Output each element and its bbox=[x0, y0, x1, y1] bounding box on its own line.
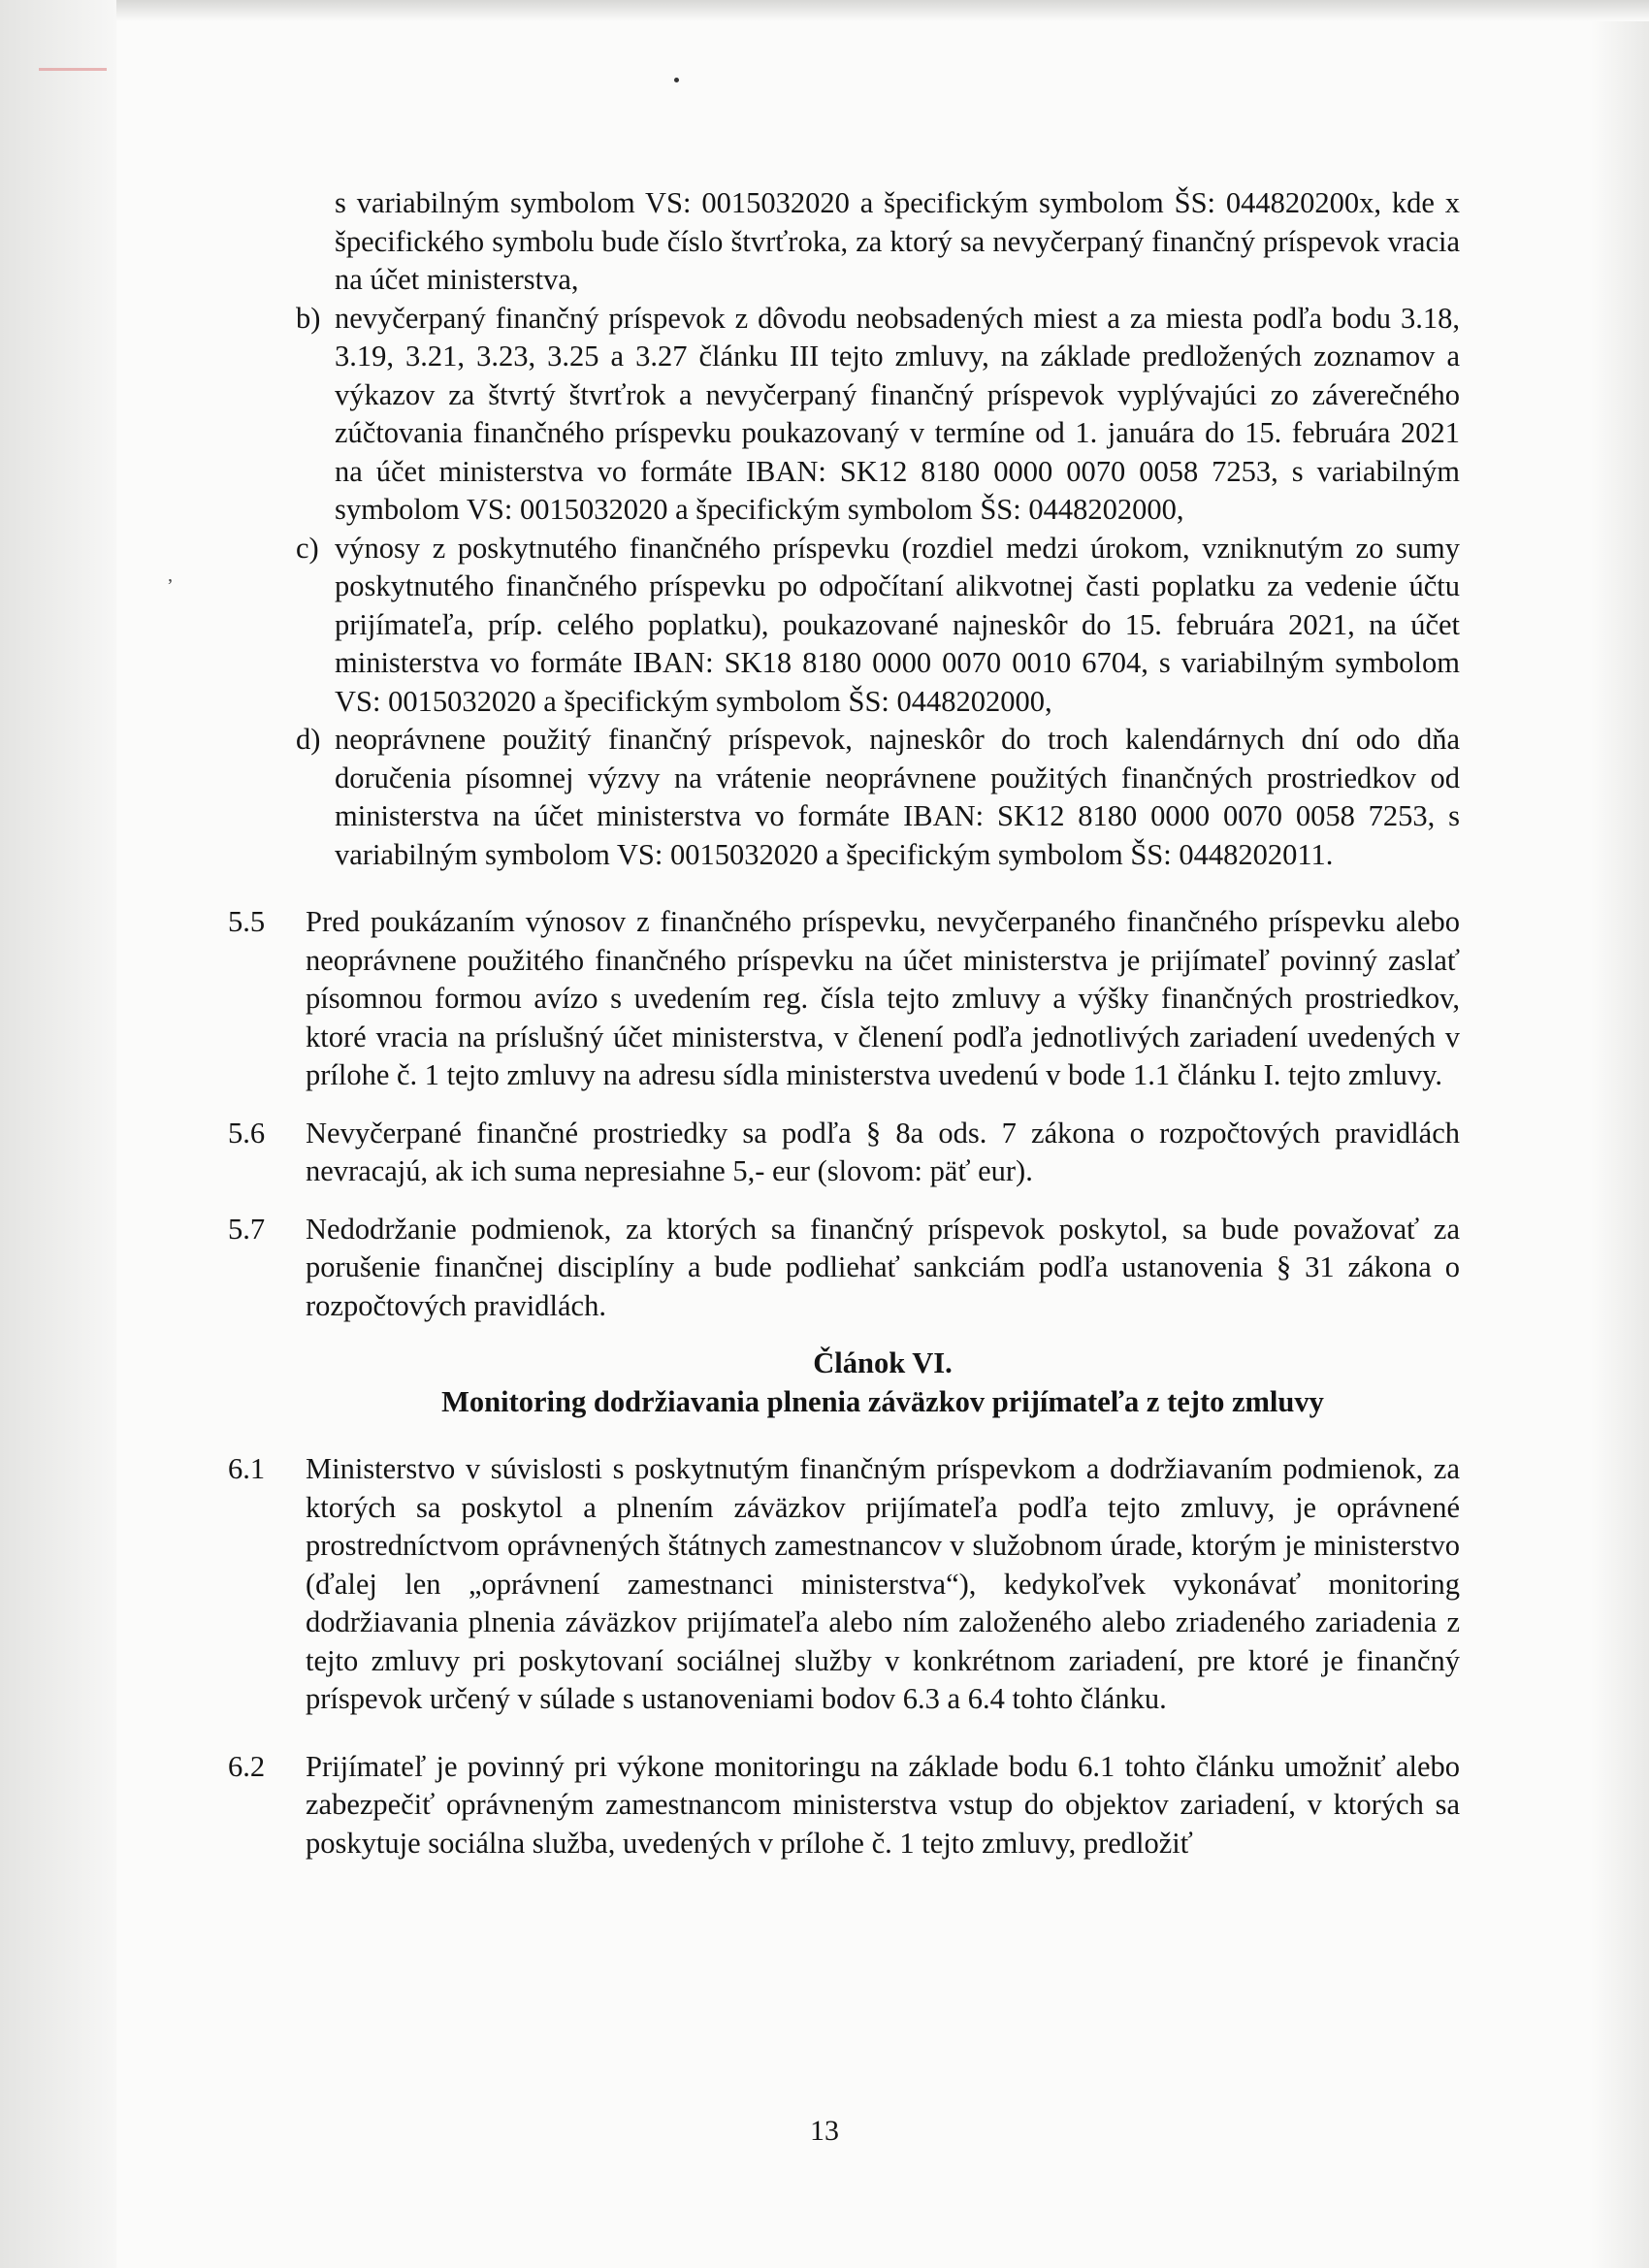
section-6-1 bbox=[228, 1450, 1460, 1719]
section-number: 6.2 bbox=[228, 1749, 266, 1783]
article-subtitle: Monitoring dodržiavania plnenia záväzkov prijímateľa z tejto zmluvy bbox=[441, 1384, 1324, 1418]
section-5-6 bbox=[228, 1115, 1460, 1191]
section-number: 5.5 bbox=[228, 905, 266, 938]
stray-dot bbox=[674, 78, 679, 82]
list-item-b bbox=[228, 300, 1460, 530]
list-item-c bbox=[228, 530, 1460, 722]
section-text: Nedodržanie podmienok, za ktorých sa finančný príspevok poskytol, sa bude považovať za porušenie finančnej disciplíny a bude podliehať sankciám podľa ustanovenia § 31 zákona o rozpočtových pravidlách. bbox=[306, 1212, 1460, 1322]
section-6-2 bbox=[228, 1748, 1460, 1863]
list-item-text: nevyčerpaný finančný príspevok z dôvodu neobsadených miest a za miesta podľa bodu 3.18, 3.19, 3.21, 3.23, 3.25 a 3.27 článku III tejto zmluvy, na základe predložených zoznamov a výkazov za štvrtý štvrťrok a nevyčerpaný finančný príspevok vyplývajúci zo záverečného zúčtovania finančného príspevku poukazovaný v termíne od 1. januára do 15. februára 2021 na účet ministerstva vo formáte IBAN: SK12 8180 0000 0070 0058 7253, s variabilným symbolom VS: 0015032020 a špecifickým symbolom ŠS: 0448202000, bbox=[335, 301, 1460, 526]
list-item-label: d) bbox=[296, 723, 321, 756]
section-number: 5.7 bbox=[228, 1212, 266, 1246]
article-title: Článok VI. bbox=[813, 1346, 953, 1379]
section-text: Pred poukázaním výnosov z finančného príspevku, nevyčerpaného finančného príspevku alebo neoprávnene použitého finančného príspevku na účet ministerstva je prijímateľ povinný zaslať písomnou formou avízo s uvedením reg. čísla tejto zmluvy a výšky finančných prostriedkov, ktoré vracia na príslušný účet ministerstva, v členení podľa jednotlivých zariadení uvedených v prílohe č. 1 tejto zmluvy na adresu sídla ministerstva uvedenú v bode 1.1 článku I. tejto zmluvy. bbox=[306, 905, 1460, 1091]
document-body bbox=[228, 184, 1460, 1863]
section-5-7 bbox=[228, 1211, 1460, 1326]
section-number: 5.6 bbox=[228, 1116, 266, 1150]
section-text: Nevyčerpané finančné prostriedky sa podľa § 8a ods. 7 zákona o rozpočtových pravidlách nevracajú, ak ich suma nepresiahne 5,- eur (slovom: päť eur). bbox=[306, 1116, 1460, 1187]
page-shadow-top bbox=[116, 0, 1649, 21]
section-text: Prijímateľ je povinný pri výkone monitoringu na základe bodu 6.1 tohto článku umožniť alebo zabezpečiť oprávneným zamestnancom ministerstva vstup do objektov zariadení, v ktorých sa poskytuje sociálna služba, uvedených v prílohe č. 1 tejto zmluvy, predložiť bbox=[306, 1749, 1460, 1860]
item-a-continuation: s variabilným symbolom VS: 0015032020 a špecifickým symbolom ŠS: 044820200x, kde x špecifického symbolu bude číslo štvrťroka, za ktorý sa nevyčerpaný finančný príspevok vracia na účet ministerstva, bbox=[335, 186, 1460, 296]
stray-tick: ’ bbox=[167, 575, 174, 597]
red-pen-mark bbox=[39, 68, 107, 71]
page-shadow-left bbox=[0, 0, 116, 2268]
list-item-label: b) bbox=[296, 301, 321, 335]
list-item-label: c) bbox=[296, 531, 319, 565]
list-item-d bbox=[228, 721, 1460, 874]
list-item-text: výnosy z poskytnutého finančného príspevku (rozdiel medzi úrokom, vzniknutým zo sumy poskytnutého finančného príspevku po odpočítaní alikvotnej časti poplatku za vedenie účtu prijímateľa, príp. celého poplatku), poukazované najneskôr do 15. februára 2021, na účet ministerstva vo formáte IBAN: SK18 8180 0000 0070 0010 6704, s variabilným symbolom VS: 0015032020 a špecifickým symbolom ŠS: 0448202000, bbox=[335, 531, 1460, 718]
section-5-5 bbox=[228, 903, 1460, 1095]
section-text: Ministerstvo v súvislosti s poskytnutým finančným príspevkom a dodržiavaním podmienok, za ktorých sa poskytol a plnením záväzkov prijímateľa podľa tejto zmluvy, je oprávnené prostredníctvom oprávnených štátnych zamestnancov v služobnom úrade, ktorým je ministerstvo (ďalej len „oprávnení zamestnanci ministerstva“), kedykoľvek vykonávať monitoring dodržiavania plnenia záväzkov prijímateľa alebo ním založeného alebo zriadeného zariadenia z tejto zmluvy pri poskytovaní sociálnej služby v konkrétnom zariadení, pre ktoré je finančný príspevok určený v súlade s ustanoveniami bodov 6.3 a 6.4 tohto článku. bbox=[306, 1452, 1460, 1715]
list-item-text: neoprávnene použitý finančný príspevok, najneskôr do troch kalendárnych dní odo dňa doručenia písomnej výzvy na vrátenie neoprávnene použitých finančných prostriedkov od ministerstva na účet ministerstva vo formáte IBAN: SK12 8180 0000 0070 0058 7253, s variabilným symbolom VS: 0015032020 a špecifickým symbolom ŠS: 0448202011. bbox=[335, 723, 1460, 871]
page-number: 13 bbox=[810, 2115, 839, 2147]
section-number: 6.1 bbox=[228, 1452, 266, 1485]
